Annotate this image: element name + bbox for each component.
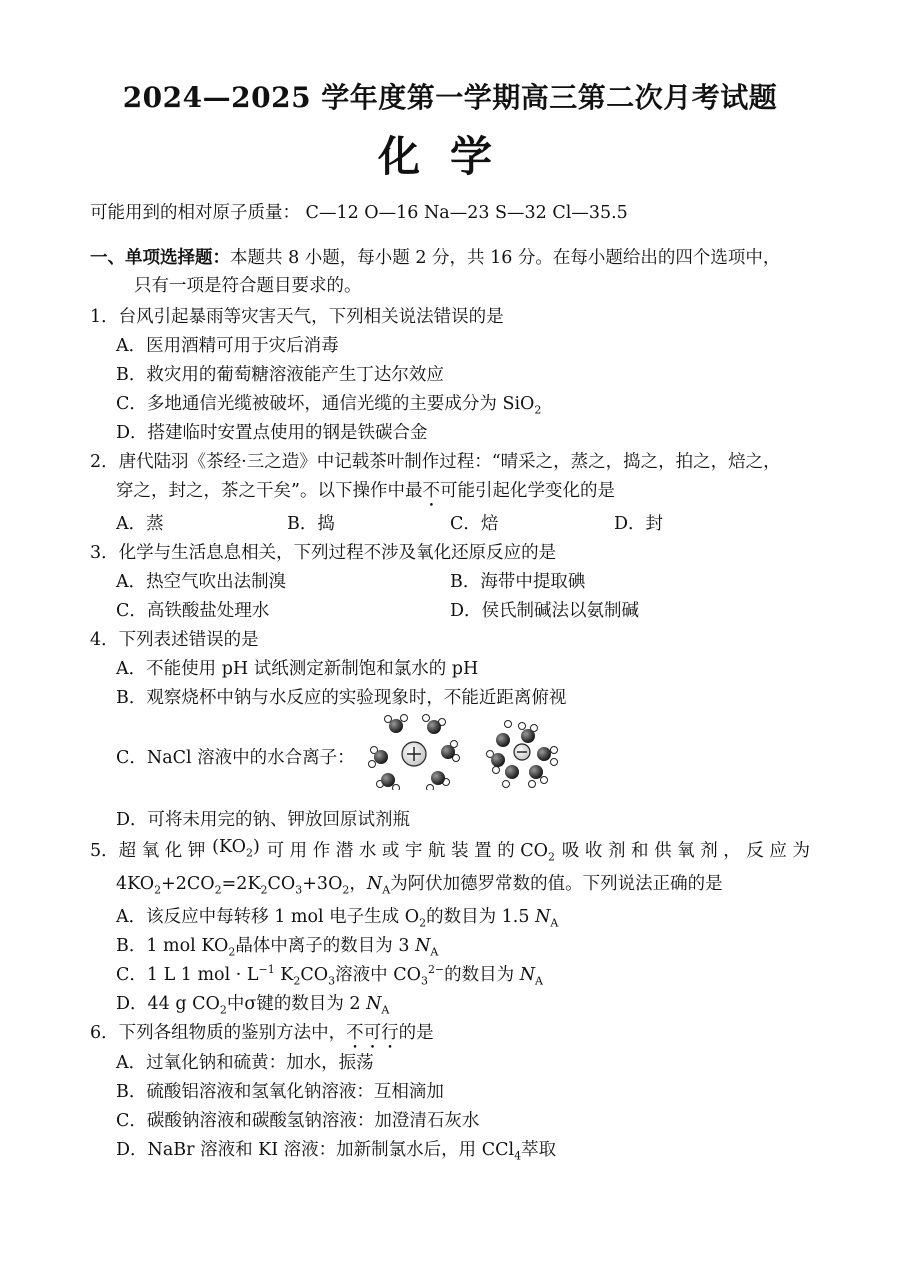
q5-option-c: C．1 L 1 mol · $L^{-1}$ $K_2CO_3$溶液中 $CO_3^{2-}$的数目为 $N_A$ (116, 963, 543, 988)
q3-option-b: B．海带中提取碘 (450, 572, 586, 592)
q6-option-d: D．NaBr 溶液和 KI 溶液：加新制氯水后，用 CCl$_4$萃取 (116, 1140, 557, 1163)
q6-option-b: B．硫酸铝溶液和氢氧化钠溶液：互相滴加 (116, 1082, 444, 1102)
atomic-masses: 可能用到的相对原子质量： C—12 O—16 Na—23 S—32 Cl—35.5 (90, 203, 628, 223)
hydrated-ions-diagram (368, 714, 568, 790)
q2-stem-line2: 穿之，封之，茶之干矣”。以下操作中最不可能引起化学变化的是 (116, 481, 615, 501)
q2-option-c: C．焙 (450, 514, 499, 534)
exam-title: 2024—2025 学年度第一学期高三第二次月考试题 (122, 81, 778, 114)
q2-option-b: B．捣 (287, 514, 335, 534)
q4-option-a: A．不能使用 pH 试纸测定新制饱和氯水的 pH (116, 659, 479, 679)
q6-option-c: C．碳酸钠溶液和碳酸氢钠溶液：加澄清石灰水 (116, 1111, 480, 1131)
section-heading: 一、单项选择题：本题共 8 小题，每小题 2 分，共 16 分。在每小题给出的四个选项中， (90, 248, 781, 268)
q3-stem: 3．化学与生活息息相关，下列过程不涉及氧化还原反应的是 (90, 543, 557, 563)
q1-option-c: C．多地通信光缆被破坏，通信光缆的主要成分为 SiO$_2$ (116, 394, 542, 417)
q5-option-b: B．1 mol $KO_2$晶体中离子的数目为 3 $N_A$ (116, 936, 439, 959)
q5-option-d: D．44 g $CO_2$中σ键的数目为 2 $N_A$ (116, 994, 390, 1017)
cation-cluster (369, 715, 460, 791)
anion-cluster (487, 721, 558, 788)
q4-option-b: B．观察烧杯中钠与水反应的实验现象时，不能近距离俯视 (116, 688, 567, 708)
subject-title: 化学 (377, 132, 522, 181)
q1-option-d: D．搭建临时安置点使用的钢是铁碳合金 (116, 423, 428, 443)
q5-option-a: A．该反应中每转移 1 mol 电子生成 $O_2$的数目为 1.5 $N_A$ (116, 907, 559, 930)
q3-option-c: C．高铁酸盐处理水 (116, 601, 270, 621)
q4-option-c: C．NaCl 溶液中的水合离子： (116, 748, 355, 768)
q1-stem: 1．台风引起暴雨等灾害天气，下列相关说法错误的是 (90, 307, 504, 327)
q5-stem-line2: $4KO_2+2CO_2=2K_2CO_3+3O_2$，$N_A$为阿伏加德罗常数的值。下列说法正确的是 (116, 874, 723, 897)
section-desc: 只有一项是符合题目要求的。 (134, 276, 362, 296)
q4-stem: 4．下列表述错误的是 (90, 630, 259, 650)
q2-stem-line1: 2．唐代陆羽《茶经·三之造》中记载茶叶制作过程：“晴采之，蒸之，捣之，拍之，焙之， (90, 452, 781, 472)
q1-option-a: A．医用酒精可用于灾后消毒 (116, 336, 339, 356)
q2-option-a: A．蒸 (116, 514, 164, 534)
q4-option-d: D．可将未用完的钠、钾放回原试剂瓶 (116, 810, 411, 830)
q2-option-d: D．封 (614, 514, 664, 534)
q5-stem-line1: 5．超 氧 化 钾 $(KO_2)$ 可 用 作 潜 水 或 宇 航 装 置 的 $CO_2$ 吸 收 剂 和 供 氧 剂 ， 反 应 为 (90, 837, 810, 864)
q6-stem: 6．下列各组物质的鉴别方法中，不可行的是 (90, 1023, 434, 1043)
q3-option-d: D．侯氏制碱法以氨制碱 (450, 601, 640, 621)
q3-option-a: A．热空气吹出法制溴 (116, 572, 287, 592)
q6-option-a: A．过氧化钠和硫黄：加水，振荡 (116, 1053, 374, 1073)
q1-option-b: B．救灾用的葡萄糖溶液能产生丁达尔效应 (116, 365, 444, 385)
